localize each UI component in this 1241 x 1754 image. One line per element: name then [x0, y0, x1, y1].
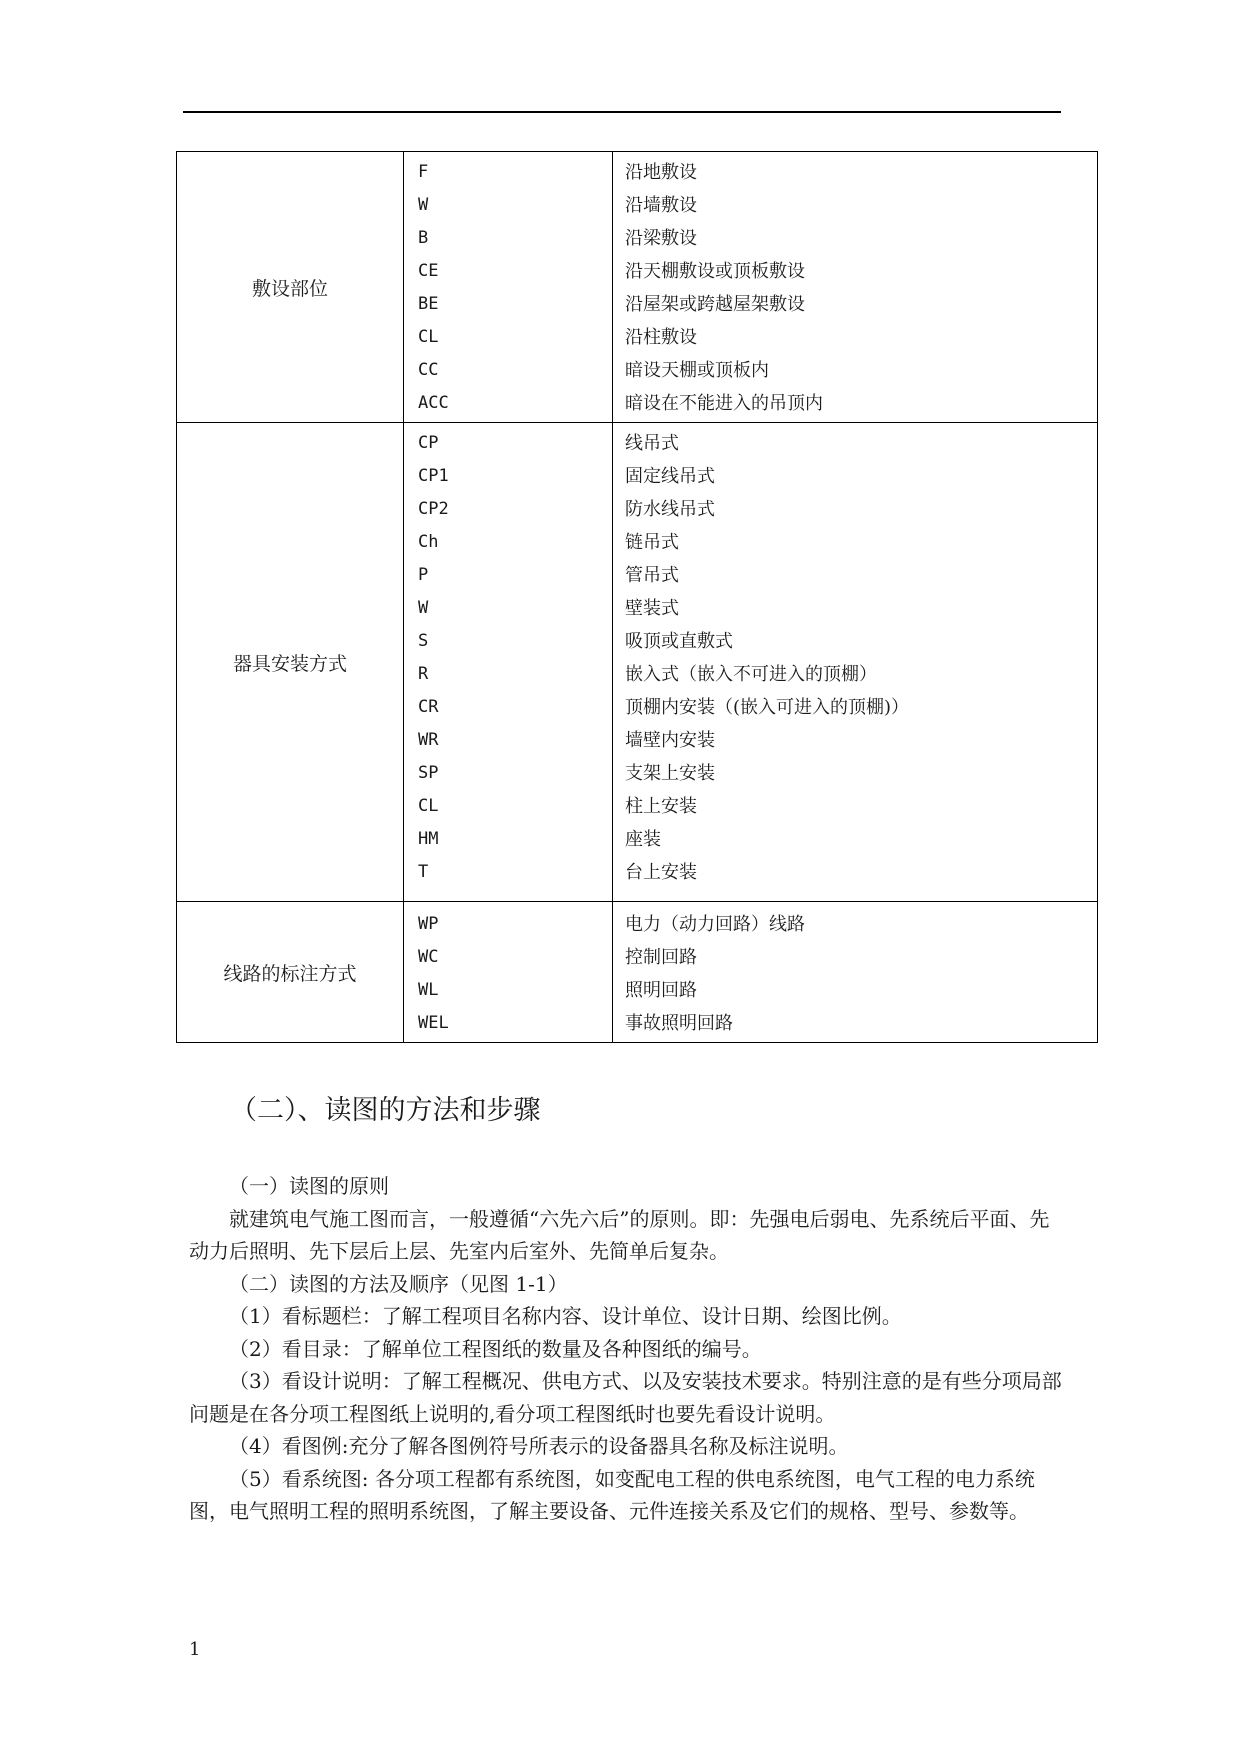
- description-text: 嵌入式（嵌入不可进入的顶棚）: [625, 664, 877, 685]
- description-text: 线吊式: [625, 433, 679, 454]
- code-cell: [404, 423, 613, 902]
- code-text: CR: [418, 697, 439, 717]
- table-row: [177, 152, 1098, 423]
- code-text: SP: [418, 763, 439, 783]
- description-text: 沿地敷设: [625, 162, 697, 183]
- description-text: 电力（动力回路）线路: [625, 914, 805, 935]
- code-text: F: [418, 162, 429, 182]
- description-text: 管吊式: [625, 565, 679, 586]
- paragraph: （3）看设计说明：了解工程概况、供电方式、以及安装技术要求。特别注意的是有些分项局部问题是在各分项工程图纸上说明的,看分项工程图纸时也要先看设计说明。: [189, 1369, 1062, 1426]
- description-text: 沿天棚敷设或顶板敷设: [625, 261, 805, 282]
- description-text: 暗设天棚或顶板内: [625, 360, 769, 381]
- code-text: CL: [418, 796, 439, 816]
- code-cell: [404, 902, 613, 1043]
- notation-table: [176, 151, 1098, 1043]
- description-text: 柱上安装: [625, 796, 697, 817]
- description-text: 事故照明回路: [625, 1013, 733, 1034]
- code-text: WR: [418, 730, 439, 750]
- description-text: 支架上安装: [625, 763, 715, 784]
- code-text: WL: [418, 980, 439, 1000]
- paragraph: （二）读图的方法及顺序（见图 1-1）: [229, 1271, 568, 1296]
- code-text: HM: [418, 829, 439, 849]
- table-row: [177, 423, 1098, 902]
- description-text: 照明回路: [625, 980, 697, 1001]
- code-text: S: [418, 631, 429, 651]
- code-text: CP: [418, 433, 439, 453]
- paragraph: （1）看标题栏：了解工程项目名称内容、设计单位、设计日期、绘图比例。: [229, 1304, 902, 1328]
- code-text: CP2: [418, 499, 449, 519]
- description-text: 控制回路: [625, 947, 697, 968]
- description-text: 座装: [625, 829, 661, 850]
- code-cell: [404, 152, 613, 423]
- code-text: W: [418, 598, 429, 618]
- notation-table-body: [177, 152, 1098, 1043]
- description-cell: [613, 423, 1098, 902]
- code-text: WEL: [418, 1013, 449, 1033]
- description-text: 顶棚内安装（(嵌入可进入的顶棚)）: [625, 697, 910, 718]
- code-text: ACC: [418, 393, 449, 413]
- description-cell: [613, 152, 1098, 423]
- description-text: 防水线吊式: [625, 499, 715, 520]
- description-text: 吸顶或直敷式: [625, 631, 733, 652]
- paragraph: 就建筑电气施工图而言，一般遵循“六先六后”的原则。即：先强电后弱电、先系统后平面、先动力后照明、先下层后上层、先室内后室外、先简单后复杂。: [189, 1206, 1050, 1263]
- description-text: 沿柱敷设: [625, 327, 697, 348]
- description-text: 沿梁敷设: [625, 228, 697, 249]
- code-text: Ch: [418, 532, 439, 552]
- description-text: 墙壁内安装: [625, 730, 715, 751]
- code-text: CL: [418, 327, 439, 347]
- page-number: 1: [189, 1639, 201, 1660]
- body-text: [189, 1170, 1069, 1528]
- description-text: 台上安装: [625, 862, 697, 883]
- description-text: 沿屋架或跨越屋架敷设: [625, 294, 805, 315]
- code-text: BE: [418, 294, 439, 314]
- header-rule: [183, 111, 1061, 113]
- description-cell: [613, 902, 1098, 1043]
- code-text: WP: [418, 914, 439, 934]
- code-text: WC: [418, 947, 439, 967]
- description-text: 链吊式: [625, 532, 679, 553]
- table-row: [177, 902, 1098, 1043]
- code-text: R: [418, 664, 429, 684]
- code-text: P: [418, 565, 429, 585]
- code-text: B: [418, 228, 429, 248]
- code-text: CP1: [418, 466, 449, 486]
- description-text: 固定线吊式: [625, 466, 715, 487]
- paragraph: （2）看目录：了解单位工程图纸的数量及各种图纸的编号。: [229, 1336, 762, 1361]
- code-text: T: [418, 862, 429, 882]
- paragraph: （一）读图的原则: [229, 1174, 389, 1198]
- code-text: CE: [418, 261, 439, 281]
- description-text: 壁装式: [625, 598, 679, 619]
- section-heading: （二）、读图的方法和步骤: [230, 1095, 541, 1126]
- description-text: 暗设在不能进入的吊顶内: [625, 393, 823, 414]
- category-cell: 器具安装方式: [177, 423, 404, 902]
- description-text: 沿墙敷设: [625, 195, 697, 216]
- category-cell: 敷设部位: [177, 152, 404, 423]
- paragraph: （5）看系统图: 各分项工程都有系统图，如变配电工程的供电系统图，电气工程的电力系统图，电气照明工程的照明系统图，了解主要设备、元件连接关系及它们的规格、型号、参数等。: [189, 1466, 1035, 1523]
- category-cell: 线路的标注方式: [177, 902, 404, 1043]
- paragraph: （4）看图例:充分了解各图例符号所表示的设备器具名称及标注说明。: [229, 1434, 849, 1458]
- code-text: CC: [418, 360, 439, 380]
- code-text: W: [418, 195, 429, 215]
